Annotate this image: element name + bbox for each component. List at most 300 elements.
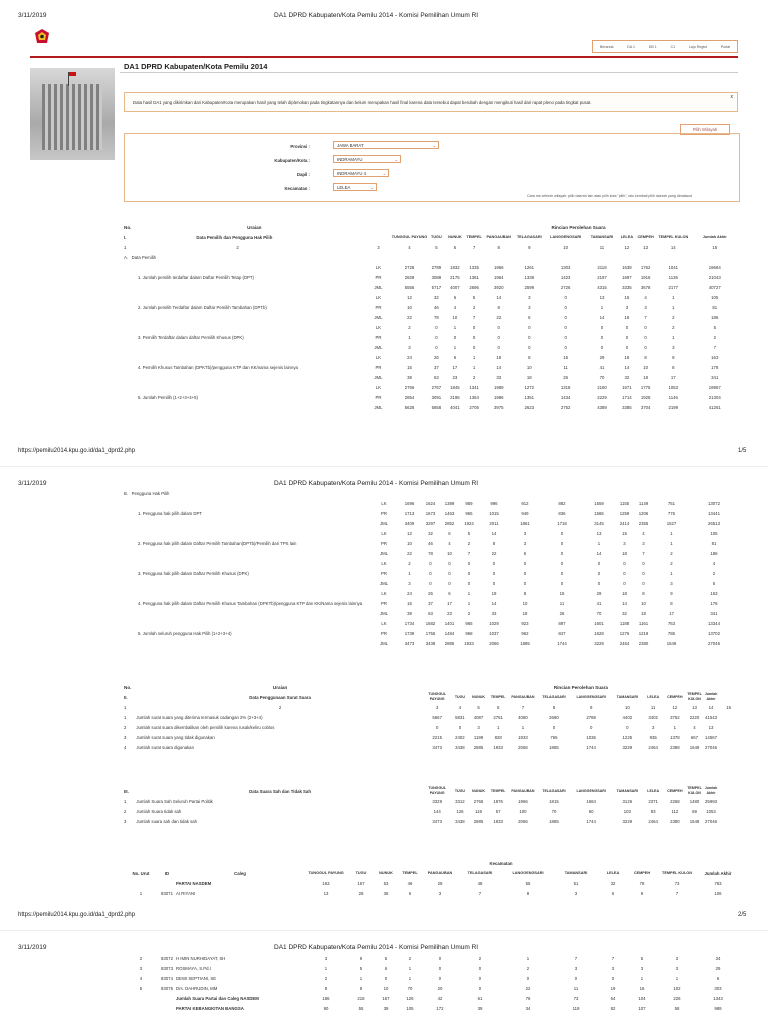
cell-value: 1885 [549, 818, 559, 824]
col-uraian-2: Uraian [272, 684, 288, 690]
cell-value: 33 [496, 374, 502, 380]
cell-value: 13 [323, 890, 329, 896]
cell-value: 2885 [444, 640, 455, 646]
col-header: TUNGGUL PAYUNG [428, 786, 447, 795]
row-type: LK [375, 294, 382, 300]
row-type: LK [381, 500, 387, 506]
row-label: 4. Pengguna hak pilih dalam Daftar Pemilih Khusus Tambahan (DPKTb)/pengguna KTP dan KK/Nama sejenis lainnya [138, 600, 363, 606]
row-type: PR [375, 334, 382, 340]
row-label: Jumlah Suara Sah Seluruh Partai Politik [136, 798, 213, 804]
cell-value: 667 [690, 734, 699, 740]
cell-value: 0 [478, 985, 482, 991]
cell-value: 0 [429, 580, 432, 586]
cell-value: 2 [672, 314, 675, 320]
col-header: TEMPEL KULON [658, 235, 689, 239]
nav-c1[interactable]: C1 [670, 44, 676, 49]
cell-value: 53 [383, 880, 389, 886]
cell-value: 0 [597, 580, 601, 586]
col-no-urut: No. Urut [132, 870, 150, 876]
close-icon[interactable]: x [730, 94, 733, 100]
print-date-2: 3/11/2019 [18, 480, 47, 487]
cell-value: 2 [713, 334, 716, 340]
cell-value: 1259 [619, 510, 630, 516]
cell-value: 2 [712, 570, 716, 576]
cell-value: 172 [436, 1005, 444, 1011]
cell-value: 24 [407, 354, 412, 360]
section1-title [124, 232, 365, 242]
cell-value: 19957 [708, 384, 721, 390]
cell-value: 41 [599, 364, 605, 370]
cell-value: 1549 [689, 818, 700, 824]
cell-value: 64 [610, 995, 616, 1001]
table-row [124, 796, 738, 806]
cell-value: 0 [478, 975, 482, 981]
cell-value: 13441 [708, 510, 720, 516]
cell-value: 1303 [560, 264, 571, 270]
cell-value: 14 [599, 314, 605, 320]
cell-value: 83073 [161, 965, 173, 971]
cell-value: 1146 [668, 394, 678, 400]
cell-value: 15 [624, 294, 630, 300]
cell-value: 3 [675, 955, 679, 961]
region-filter-form [124, 133, 740, 202]
nav-portal[interactable]: Portal [720, 44, 731, 49]
table-row [124, 282, 738, 292]
cell-value: 11 [573, 985, 579, 991]
cell-value: 15 [407, 600, 412, 606]
cell-value: 4 [448, 540, 451, 546]
table-row [124, 712, 738, 722]
cell-value: 3438 [455, 744, 465, 750]
cell-value: 3312 [455, 798, 465, 804]
cell-value: 119 [572, 1005, 580, 1011]
cell-value: 6 [453, 294, 457, 300]
cell-value: 27046 [705, 744, 717, 750]
cell-value: 14567 [705, 734, 717, 740]
cell-value: 1341 [469, 384, 479, 390]
cell-value: 1734 [404, 620, 415, 626]
cell-value: 1480 [689, 798, 700, 804]
nav-beranda[interactable]: Beranda [599, 44, 614, 49]
cell-value: 7 [642, 550, 645, 556]
cell-value: 0 [589, 724, 593, 730]
col-header: NUNUK [472, 694, 485, 699]
cell-value: 7 [611, 955, 615, 961]
cell-value: 8 [528, 354, 531, 360]
cell-value: 1 [672, 304, 675, 310]
cell-value: 18 [624, 354, 630, 360]
cell-value: 106 [714, 890, 722, 896]
col-num: 4 [408, 244, 411, 250]
cell-value: 15 [559, 590, 565, 596]
cell-value: 4041 [450, 404, 460, 410]
cell-value: 2767 [431, 384, 442, 390]
cell-value: 16 [639, 985, 645, 991]
cell-value: 1671 [622, 384, 632, 390]
cell-value: 14 [491, 600, 497, 606]
cell-value: 22 [407, 314, 412, 320]
cell-value: 1 [408, 975, 412, 981]
cell-value: 0 [467, 570, 471, 576]
cell-value: 1956 [493, 264, 504, 270]
cell-value: 0 [458, 724, 462, 730]
cell-value: 167 [382, 995, 390, 1001]
cell-value: 1762 [640, 264, 651, 270]
cell-value: 1559 [594, 500, 604, 506]
table-row [124, 372, 738, 382]
cell-value: 0 [472, 334, 476, 340]
cell-value: 2160 [597, 384, 607, 390]
col-header: PANGAUBAN [486, 235, 511, 239]
footer-url-2: https://pemilu2014.kpu.go.id/da1_dprd2.php [18, 912, 136, 918]
cell-value: 0 [574, 975, 578, 981]
row-type: JML [379, 520, 389, 526]
cell-value: 8 [526, 890, 530, 896]
row-type: LK [381, 620, 387, 626]
cell-value: 4 [693, 724, 696, 730]
cell-value: 2 [467, 610, 471, 616]
cell-value: 2175 [450, 274, 460, 280]
table-row [124, 392, 738, 402]
cell-value: 2751 [493, 714, 503, 720]
cell-value: 1 [467, 590, 471, 596]
cell-value: 1219 [638, 630, 649, 636]
cell-value: 1933 [464, 640, 474, 646]
cell-value: 3 [623, 540, 626, 546]
kabkota-label: Kabupaten/Kota : [274, 158, 310, 163]
row-type: JML [379, 610, 389, 616]
cell-value: 83074 [161, 975, 173, 981]
cell-value: 3438 [425, 640, 436, 646]
header-divider [30, 56, 738, 58]
cell-value: 0 [523, 560, 527, 566]
row-type: PR [375, 274, 382, 280]
cell-value: 1775 [640, 384, 651, 390]
cell-value: 4087 [473, 714, 484, 720]
table-row [124, 983, 738, 993]
cell-value: 5 [472, 294, 476, 300]
col-num: 9 [589, 704, 593, 710]
col-num: 8 [552, 704, 556, 710]
cell-value: 1924 [464, 520, 474, 526]
cell-value: 0 [467, 580, 471, 586]
cell-value: 1 [408, 334, 411, 340]
col-no: No. [124, 224, 132, 230]
cell-value: 0 [384, 975, 388, 981]
table-row [124, 272, 738, 282]
cell-value: 2066 [489, 640, 499, 646]
row-type: JML [374, 314, 383, 320]
cell-value: 1 [496, 724, 500, 730]
cell-value: 0 [623, 570, 626, 576]
info-text: Data hasil DA1 yang dikirimkan dari Kabupaten/Kota merupakan hasil yang telah diplenokan pada tingkatannya dan belum merupakan hasil final karena data tersebut dapat berubah dengan mengikuti hasil dari rapat pleno pada tingkat pusat. [133, 100, 592, 105]
cell-value: 3 [611, 965, 615, 971]
section1-table: No. Uraian Rincian Perolehan Suara I. Data Pemilih dan Pengguna Hak Pilih TUNGGUL PAYUNG TUGU NUNUK TEMPEL PANGAUBAN TELAGASARI LANGGENGSARI TAMANSARI LELEA CEMPEH TEMPEL KULON Jumlah Akhir 1 2 3 4 5 6 7 8 9 10 11 12 13 14 15 A. Data Pemilih LK 2728 2789 1832 1335 1956 1261 1303 2118 1638 1762 1041 19684 1. Jumlah pemilih terdaftar dalam Daftar Pemilih Tetap (DPT) PR 2828 3088 2175 1361 1964 1338 1423 2197 1697 1916 1136 21043 JML 5556 5717 4007 2696 3920 2599 2726 4315 3335 3678 2177 40727 LK 12 32 6 5 14 3 0 13 15 4 1 105 2. Jumlah pemilih Terdaftar dalam Daftar Pemilih Tambahan (DPTb) PR 10 46 4 2 8 3 0 1 3 3 1 81 JML 22 78 10 7 22 6 0 14 18 7 2 186 LK 2 0 1 0 0 0 0 0 0 0 2 5 3. Pemilih Terdaftar dalam daftar Pemilih Khusus (DPK) PR 1 0 0 0 0 0 0 0 0 0 1 2 JML 3 0 1 0 0 0 0 0 0 0 3 7 LK 24 26 6 1 19 8 15 29 18 8 9 163 4. Pemilih Khusus Tambahan (DPKTb)/pengguna KTP dan KK/nama sejenis lainnya PR 15 37 17 1 14 10 11 41 14 10 8 178 JML 39 63 23 2 33 18 26 70 32 18 17 341 LK 2766 2767 1845 1341 1989 1272 1318 2160 1671 1775 1053 19957 5. Jumlah Pemilih (1+2+3+4+5) PR 2854 3091 2196 1364 1986 1351 1434 2229 1714 1928 1146 21304 JML 5628 5858 4041 2705 3975 2623 2752 4389 3385 3704 2199 41261 [124, 222, 738, 412]
chevron-down-icon: ⌄ [432, 143, 436, 148]
cell-value: 3 [477, 724, 480, 730]
cell-value: 3 [644, 304, 647, 310]
cell-value: 3335 [622, 284, 632, 290]
cell-value: 3385 [622, 404, 632, 410]
cell-value: 6 [453, 354, 457, 360]
cell-value [124, 878, 158, 888]
cell-value: 25993 [705, 798, 717, 804]
col-num: 12 [624, 244, 630, 250]
cell-value: 93 [650, 808, 656, 814]
col-num: 2 [236, 244, 239, 250]
col-num: 5 [477, 704, 480, 710]
cell-value: 163 [322, 880, 330, 886]
cell-value: 3 [324, 955, 328, 961]
col-header: TAMANSARI [564, 871, 588, 875]
cell-value: 0 [453, 334, 457, 340]
cell-value: 1036 [586, 734, 596, 740]
kecamatan-select[interactable]: LELEA ⌄ [333, 183, 377, 191]
col-header: LELEA [606, 871, 620, 875]
table-row [124, 322, 738, 332]
cell-value: 5628 [404, 404, 415, 410]
col-header: PANGAUBAN [511, 788, 535, 793]
cell-value: 15 [407, 364, 412, 370]
cell-value: 1684 [586, 798, 596, 804]
cell-value: 60 [588, 808, 594, 814]
col-header: TAMANSARI [616, 788, 638, 793]
cell-value: 1673 [425, 510, 436, 516]
cell-value: 2371 [648, 798, 658, 804]
cell-value: 1876 [493, 798, 503, 804]
cell-value: 9 [672, 354, 675, 360]
col-num: 12 [672, 704, 678, 710]
cell-value: 1527 [666, 520, 677, 526]
col-no-2: No. [124, 684, 132, 690]
provinsi-select[interactable]: JAWA BARAT ⌄ [333, 141, 439, 149]
cell-value: 41543 [705, 714, 717, 720]
cell-value: 48 [477, 880, 483, 886]
cell-value: 5858 [431, 404, 442, 410]
cell-value: 10 [383, 985, 389, 991]
caleg-name: ROSMAYA, S.Pd.I [176, 965, 211, 971]
dapil-select[interactable]: INDRAMAYU 4 ⌄ [333, 169, 389, 177]
nav-db1[interactable]: DB 1 [648, 44, 657, 49]
cell-value: 1885 [520, 640, 530, 646]
cell-value: 1 [472, 354, 476, 360]
row-type: PR [375, 394, 382, 400]
cell-value: 6 [384, 965, 388, 971]
cell-value: 1 [453, 324, 457, 330]
table-row [124, 638, 738, 648]
cell-value: 27046 [705, 818, 717, 824]
cell-value: 828 [494, 734, 502, 740]
cell-value [158, 1003, 176, 1013]
cell-value: 73 [573, 995, 579, 1001]
cell-value: 9 [359, 955, 363, 961]
col-id: ID [164, 870, 170, 876]
cell-value: 41261 [708, 404, 721, 410]
cell-value: 1261 [524, 264, 535, 270]
cell-value: 1149 [638, 500, 649, 506]
cell-value: 1378 [670, 734, 680, 740]
cell-value: 18 [526, 374, 532, 380]
row-type: PR [381, 510, 387, 516]
cell-value: 3 [651, 724, 655, 730]
cell-value: 2828 [404, 274, 415, 280]
cell-value: 21304 [708, 394, 721, 400]
footer-page-1: 1/5 [738, 448, 747, 454]
page-title: DA1 DPRD Kabupaten/Kota Pemilu 2014 [124, 62, 268, 71]
pilih-wilayah-button[interactable]: Pilih Wilayah [680, 124, 730, 135]
row-label: 4. Pemilih Khusus Tambahan (DPKTb)/pengguna KTP dan KK/nama sejenis lainnya [138, 364, 298, 370]
col-header: LANGGENGSARI [576, 694, 606, 699]
cell-value: 1053 [706, 808, 716, 814]
cell-value: 3678 [640, 284, 651, 290]
cell-value: 1 [472, 364, 476, 370]
cell-value: 3704 [640, 404, 651, 410]
nav-laju-regist[interactable]: Laju Regist [688, 44, 707, 49]
col-header: Jumlah Akhir [704, 786, 718, 795]
cell-value: 178 [711, 364, 719, 370]
cell-value: 0 [492, 560, 496, 566]
cell-value: 18 [641, 610, 646, 616]
cell-value: 2 [408, 560, 411, 566]
cell-value: 0 [564, 344, 567, 350]
cell-value: 2380 [638, 640, 649, 646]
cell-value [158, 993, 176, 1003]
cell-value: 102 [673, 985, 681, 991]
cell-value: 1916 [640, 274, 651, 280]
row-type: JML [379, 580, 389, 586]
cell-value: 0 [472, 344, 476, 350]
col-num: 7 [521, 704, 525, 710]
cell-value: 0 [429, 560, 432, 566]
cell-value: 186 [710, 550, 718, 556]
row-type: JML [374, 374, 383, 380]
col-header: NUNUK [448, 235, 462, 239]
table-row [124, 402, 738, 412]
cell-value: 0 [623, 560, 626, 566]
cell-value: 8 [324, 985, 328, 991]
cell-value: 18 [624, 314, 630, 320]
cell-value: 4402 [622, 714, 633, 720]
table-row [124, 628, 738, 638]
table-row [124, 1003, 738, 1013]
cell-value: 2220 [689, 714, 700, 720]
footer-page-2: 2/5 [738, 912, 747, 918]
cell-value: 0 [600, 324, 604, 330]
cell-value: 2788 [586, 714, 596, 720]
cell-value: 3229 [622, 744, 633, 750]
cell-value: 119 [475, 808, 482, 814]
row-type: JML [379, 550, 389, 556]
row-type: PR [381, 540, 387, 546]
cell-value: 836 [558, 510, 566, 516]
col-header: TELAGASARI [542, 788, 566, 793]
cell-value: 1351 [524, 394, 535, 400]
col-rincian-2: Rincian Perolehan Suara [553, 684, 608, 690]
row-type: LK [381, 530, 387, 536]
cell-value: 5 [359, 965, 363, 971]
cell-value: 0 [560, 550, 564, 556]
col-num: 7 [472, 244, 476, 250]
print-title-3: DA1 DPRD Kabupaten/Kota Pemilu 2014 - Komisi Pemilihan Umum RI [274, 944, 479, 951]
cell-value: 46 [407, 880, 413, 886]
cell-value: 0 [528, 334, 531, 340]
col-num: 13 [692, 704, 697, 710]
cell-value: 10 [526, 364, 532, 370]
cell-value: 14 [496, 294, 502, 300]
cell-value: 2680 [549, 714, 559, 720]
cell-value: 1682 [425, 620, 436, 626]
section3-no: III. [124, 788, 129, 794]
nav-da1[interactable]: DA 1 [627, 44, 636, 49]
row-label: 1. Pengguna hak pilih dalam DPT [138, 510, 203, 516]
cell-value: 3 [672, 344, 675, 350]
col-num: 8 [497, 244, 500, 250]
cell-value: 14 [622, 600, 627, 606]
cell-value: 2 [670, 550, 673, 556]
cell-value: 1815 [549, 798, 559, 804]
cell-value: 8 [359, 985, 363, 991]
cell-value: 2196 [450, 394, 460, 400]
cell-value: 2 [408, 955, 412, 961]
cell-value: 2728 [404, 264, 415, 270]
cell-value: 15 [622, 530, 627, 536]
cell-value: 2599 [524, 284, 535, 290]
cell-value: 8 [492, 540, 496, 546]
col-num: 4 [458, 704, 462, 710]
cell-value: 1155 [619, 500, 630, 506]
cell-value: 1549 [666, 640, 677, 646]
cell-value: 2 [478, 955, 482, 961]
col-header: CEMPEH [667, 788, 683, 793]
col-num: 15 [712, 244, 718, 250]
cell-value: 776 [667, 510, 676, 516]
cell-value: 3 [642, 540, 645, 546]
cell-value: 39 [407, 610, 412, 616]
cell-value: 32 [434, 294, 439, 300]
cell-value: 8 [642, 590, 645, 596]
col-header: TUGU [454, 788, 466, 793]
table-row [124, 973, 738, 983]
row-label: Jumlah surat suara yang tidak digunakan [136, 734, 215, 740]
col-header: TEMPEL [490, 694, 506, 699]
cell-value: 11 [559, 600, 565, 606]
cell-value: 14 [624, 364, 630, 370]
cell-value: 0 [497, 344, 500, 350]
cell-value: 1885 [549, 744, 559, 750]
cell-value: 1964 [493, 274, 504, 280]
row-type: LK [375, 384, 382, 390]
cell-value: 1 [640, 975, 644, 981]
kabkota-select[interactable]: INDRAMAYU ⌄ [333, 155, 401, 163]
cell-value: 0 [478, 965, 482, 971]
cell-value: 0 [438, 955, 442, 961]
cell-value: 7 [478, 890, 482, 896]
cell-value: 1744 [586, 744, 596, 750]
cell-value: 965 [465, 620, 473, 626]
cell-value: 103 [623, 808, 631, 814]
cell-value: 26 [559, 610, 565, 616]
top-nav [592, 40, 738, 53]
cell-value: 4 [453, 304, 457, 310]
cell-value: 40727 [708, 284, 721, 290]
cell-value: 912 [521, 500, 529, 506]
row-label: 2. Jumlah pemilih Terdaftar dalam Daftar Pemilih Tambahan (DPTb) [138, 304, 267, 310]
cell-value: 76 [525, 995, 531, 1001]
cell-value: 41 [596, 600, 602, 606]
table-row [124, 578, 738, 588]
cell-value: 83072 [161, 955, 173, 961]
cell-value: 1 [597, 540, 601, 546]
